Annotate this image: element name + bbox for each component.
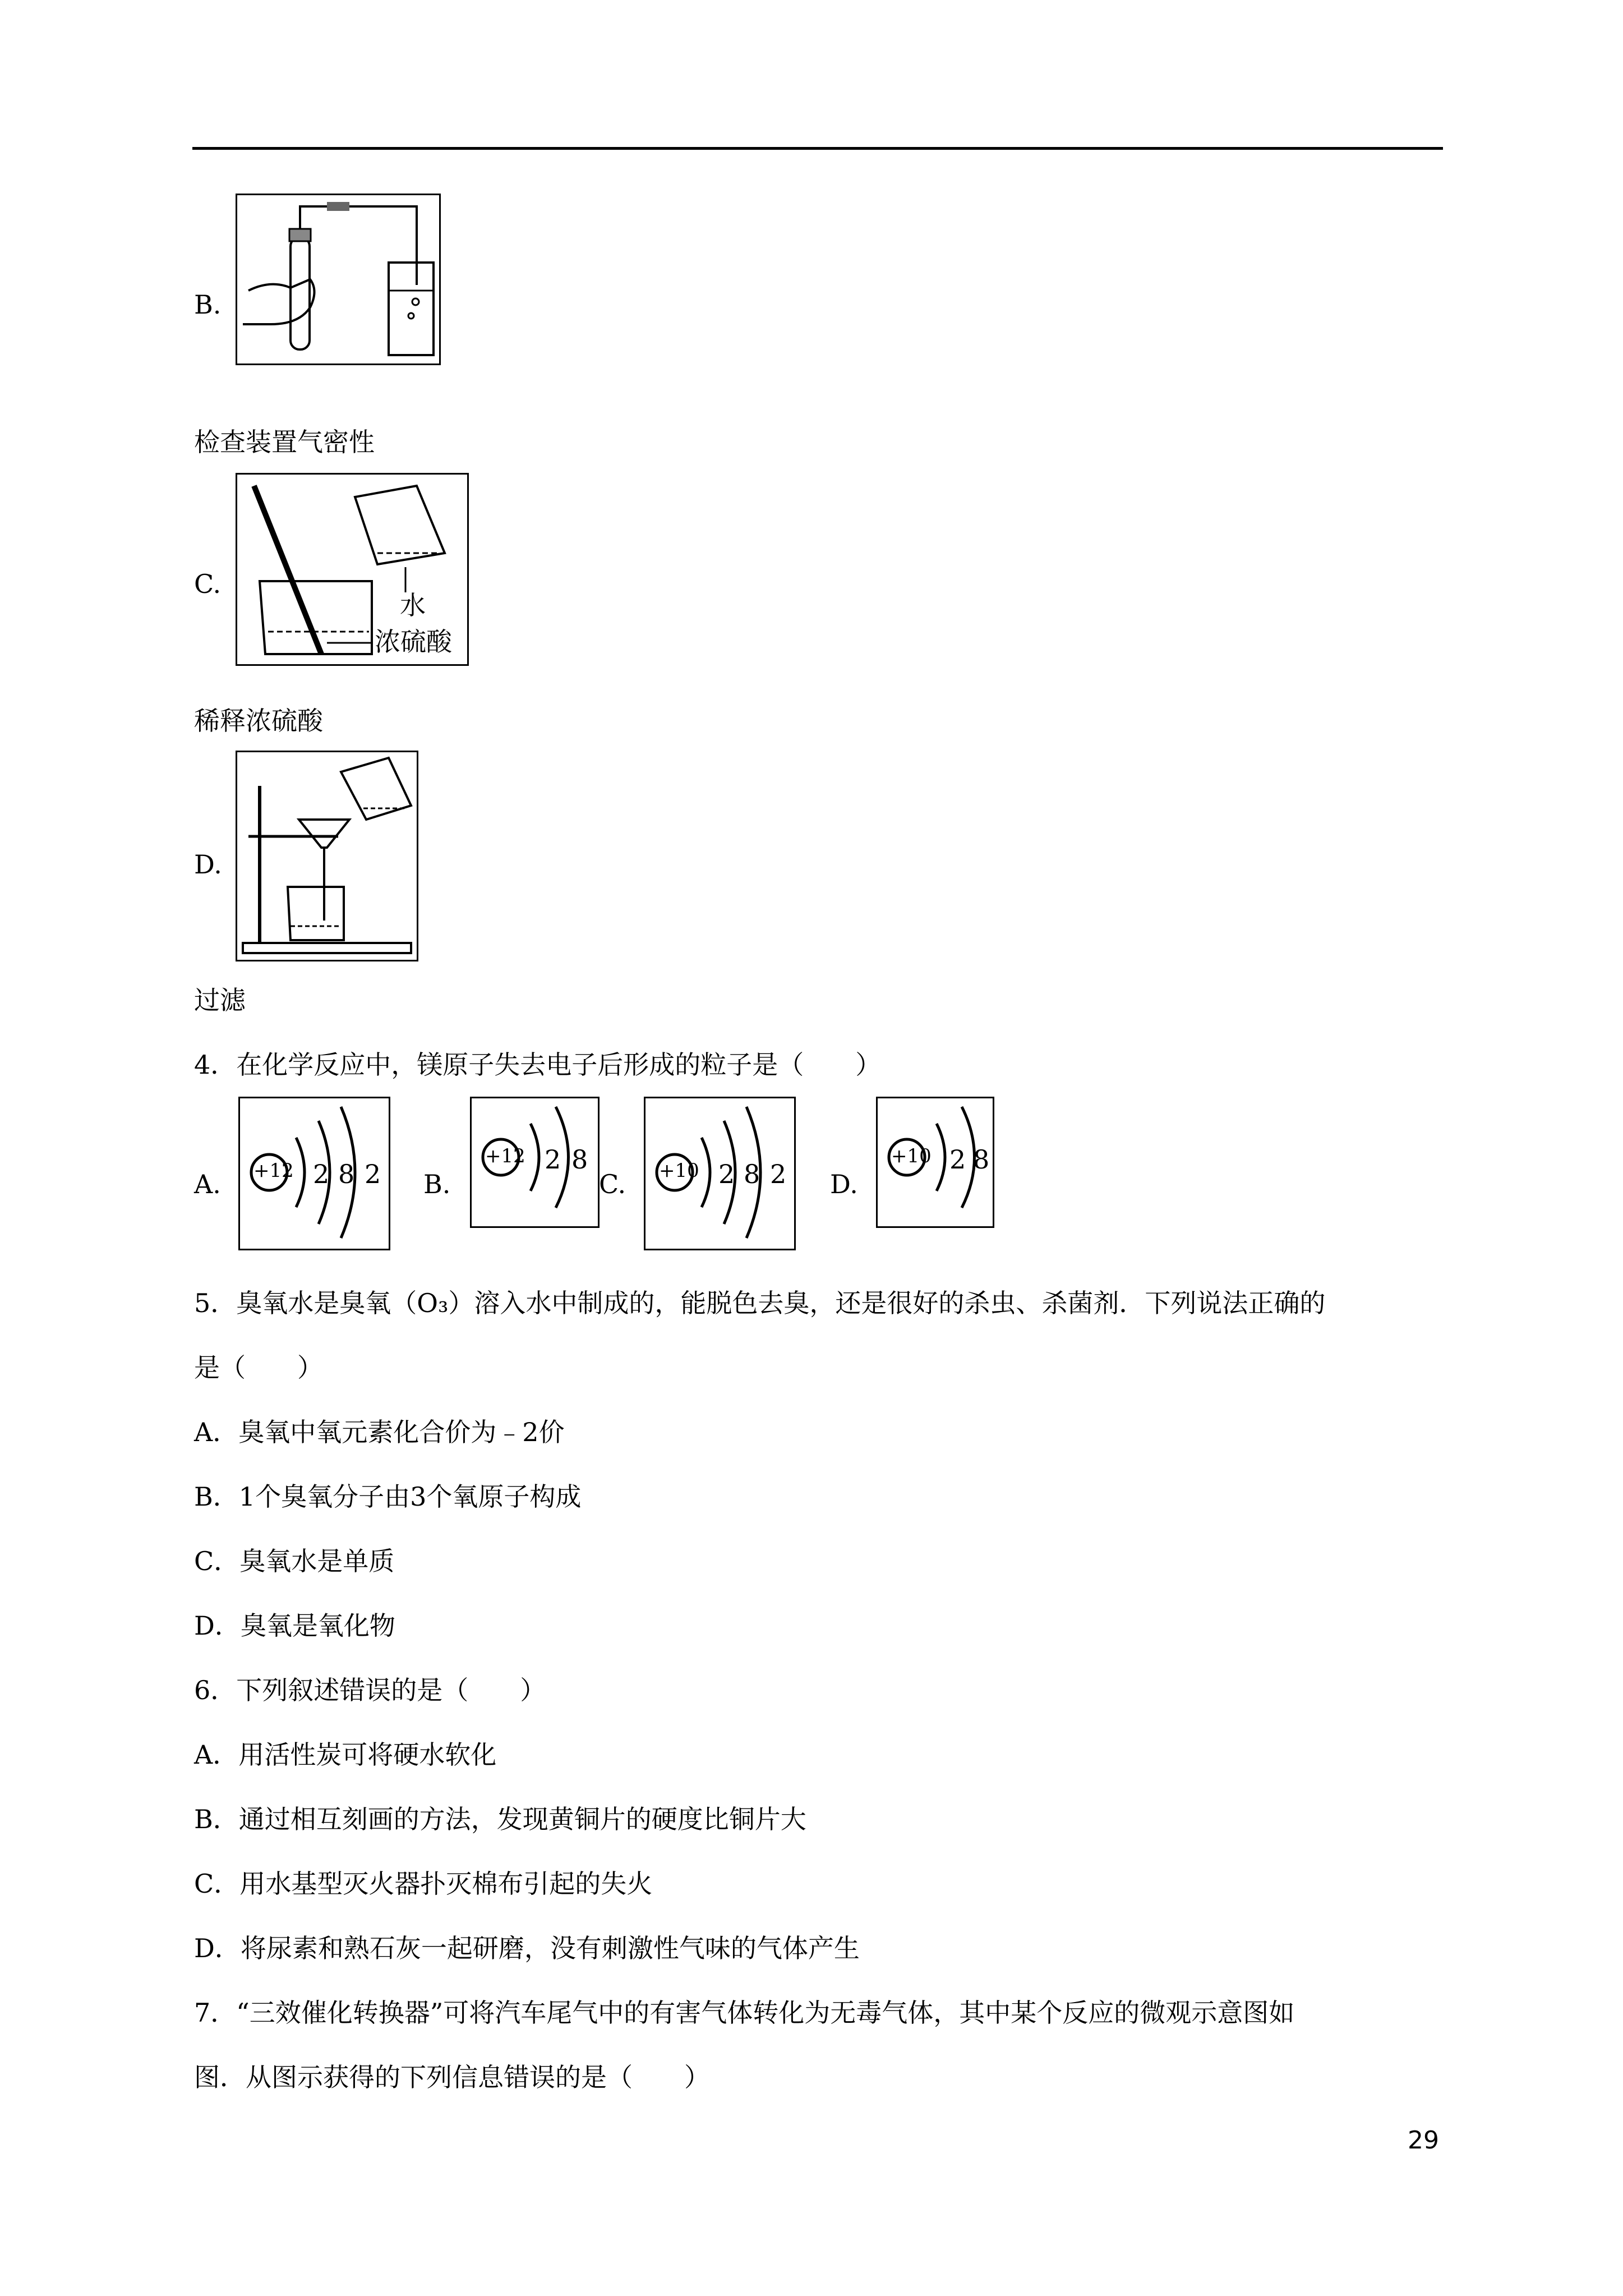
q4-option-b-e2: 8 <box>571 1144 588 1175</box>
q4-option-b-diagram <box>470 1097 600 1228</box>
q4-stem: 4．在化学反应中，镁原子失去电子后形成的粒子是（ ） <box>194 1050 882 1080</box>
option-c-label: C. <box>194 569 222 599</box>
option-c-caption: 稀释浓硫酸 <box>194 706 323 736</box>
q4-option-c-diagram <box>644 1097 796 1250</box>
option-b-caption: 检查装置气密性 <box>194 427 375 457</box>
airtightness-figure <box>236 194 441 365</box>
q4-option-c-e1: 2 <box>718 1159 735 1189</box>
q7-stem-line2: 图．从图示获得的下列信息错误的是（ ） <box>194 2062 710 2092</box>
q4-option-a-e3: 2 <box>365 1159 381 1189</box>
option-b-label: B. <box>194 289 222 320</box>
q4-option-c-e2: 8 <box>744 1159 760 1189</box>
q5-option-b: B．1个臭氧分子由3个氧原子构成 <box>194 1481 582 1512</box>
filtration-figure <box>236 751 418 961</box>
option-d-caption: 过滤 <box>194 985 246 1015</box>
q6-option-d: D．将尿素和熟石灰一起研磨，没有刺激性气味的气体产生 <box>194 1933 860 1963</box>
q6-option-a: A．用活性炭可将硬水软化 <box>194 1740 497 1770</box>
q4-option-a-e2: 8 <box>338 1159 355 1189</box>
acid-label: 浓硫酸 <box>375 627 452 657</box>
q4-option-d-e2: 8 <box>973 1144 990 1175</box>
q4-option-a-e1: 2 <box>313 1159 330 1189</box>
q4-option-a-diagram <box>238 1097 390 1250</box>
page-number: 29 <box>1408 2126 1439 2155</box>
q6-stem: 6．下列叙述错误的是（ ） <box>194 1675 546 1705</box>
header-rule <box>192 147 1443 150</box>
q4-option-c-nucleus: +10 <box>659 1159 699 1182</box>
q5-stem-line2: 是（ ） <box>194 1352 323 1383</box>
q4-option-c-e3: 2 <box>770 1159 787 1189</box>
q5-stem-line1: 5．臭氧水是臭氧（O₃）溶入水中制成的，能脱色去臭，还是很好的杀虫、杀菌剂．下列说法正确的 <box>194 1288 1326 1318</box>
q4-option-d-e1: 2 <box>949 1144 966 1175</box>
q6-option-b: B．通过相互刻画的方法，发现黄铜片的硬度比铜片大 <box>194 1804 806 1834</box>
option-d-label: D. <box>194 849 222 880</box>
q4-option-b-nucleus: +12 <box>485 1145 525 1167</box>
q4-option-a-nucleus: +12 <box>253 1159 294 1182</box>
q4-option-d-nucleus: +10 <box>891 1145 932 1167</box>
q4-option-b-label: B. <box>423 1169 451 1199</box>
q4-option-d-diagram <box>876 1097 994 1228</box>
dilute-acid-figure <box>236 473 469 666</box>
q5-option-a: A．臭氧中氧元素化合价为﹣2价 <box>194 1417 565 1447</box>
q5-option-c: C．臭氧水是单质 <box>194 1546 395 1576</box>
q6-option-c: C．用水基型灭火器扑灭棉布引起的失火 <box>194 1869 653 1899</box>
q5-option-d: D．臭氧是氧化物 <box>194 1611 395 1641</box>
water-label: 水 <box>400 590 426 620</box>
q4-option-b-e1: 2 <box>545 1144 561 1175</box>
q4-option-d-label: D. <box>830 1169 858 1199</box>
q4-option-c-label: C. <box>599 1169 626 1199</box>
q4-option-a-label: A. <box>194 1169 221 1199</box>
q7-stem-line1: 7．“三效催化转换器”可将汽车尾气中的有害气体转化为无毒气体，其中某个反应的微观示意图如 <box>194 1998 1295 2028</box>
